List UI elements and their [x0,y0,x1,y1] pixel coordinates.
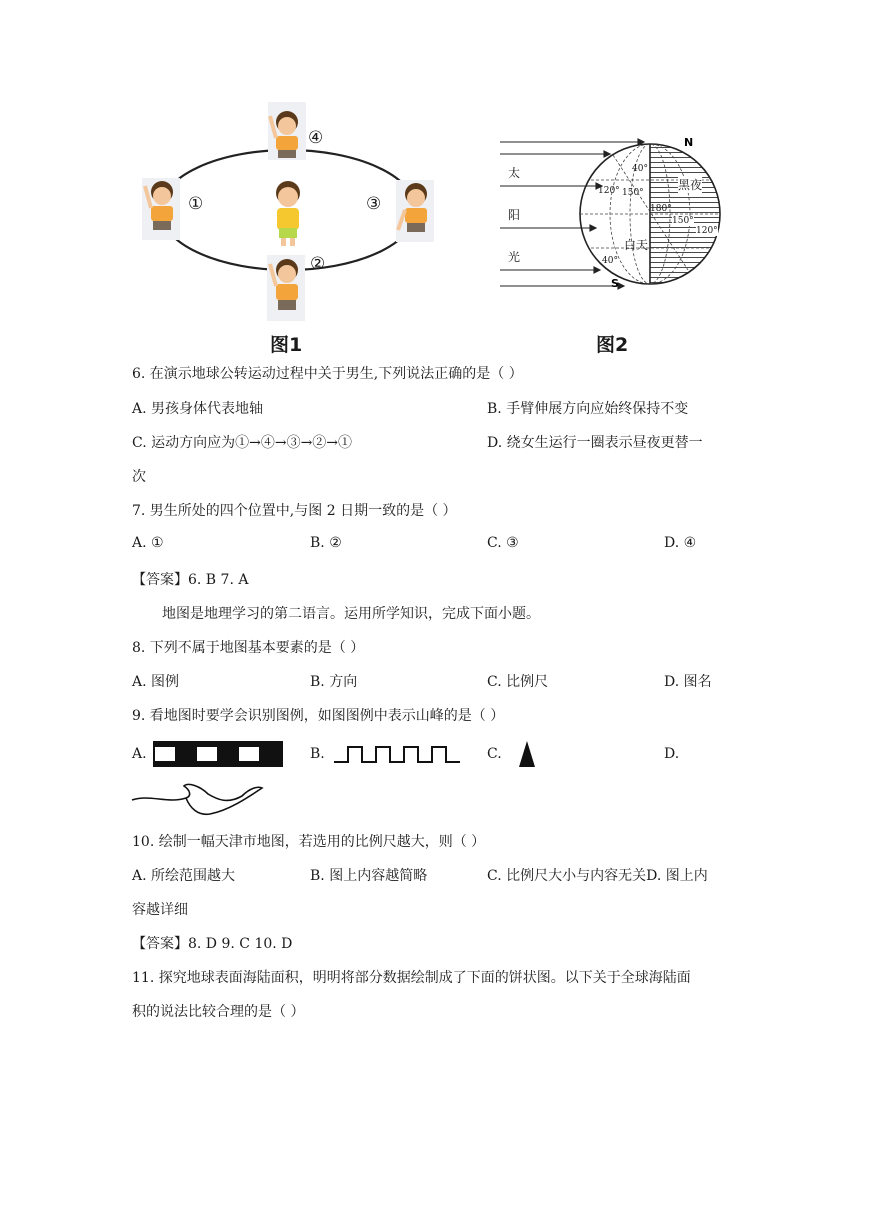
answer-8-10: 【答案】8. D 9. C 10. D [132,936,293,952]
deg-120-night: 120° [696,226,718,236]
peak-symbol [518,741,536,767]
boy-position-2 [267,255,305,321]
pole-south-label: S [611,277,619,290]
q11-stem-cont: 积的说法比较合理的是（ ） [132,1004,305,1020]
q7-stem: 7. 男生所处的四个位置中,与图 2 日期一致的是（ ） [132,503,457,519]
deg-120: 120° [598,186,620,196]
label-position-1: ① [188,194,204,214]
answer-6-7: 【答案】6. B 7. A [132,572,249,588]
q7-option-d: D. ④ [664,535,697,551]
sun-char-3: 光 [508,250,521,264]
boy-position-4 [268,102,306,160]
girl-figure [276,181,300,246]
sun-char-2: 阳 [508,208,521,222]
q8-option-a: A. 图例 [132,674,180,690]
label-position-4: ④ [308,128,324,148]
q10-option-cont: 容越详细 [132,902,188,918]
deg-150: 150° [622,188,644,198]
q6-option-d: D. 绕女生运行一圈表示昼夜更替一 [487,435,703,451]
q9-stem: 9. 看地图时要学会识别图例，如图图例中表示山峰的是（ ） [132,708,505,724]
q11-stem: 11. 探究地球表面海陆面积，明明将部分数据绘制成了下面的饼状图。以下关于全球海陆面 [132,970,691,986]
wall-symbol [334,744,460,766]
night-label: 黑夜 [678,178,703,192]
q8-option-d: D. 图名 [664,674,712,690]
sun-char-1: 太 [508,166,521,180]
boy-position-1 [142,178,180,240]
q10-option-b: B. 图上内容越简略 [310,868,428,884]
figure-2 [498,130,738,298]
q6-option-b: B. 手臂伸展方向应始终保持不变 [487,401,689,417]
q9-option-c: C. [487,746,502,762]
q9-option-d: D. [664,746,680,762]
globe-illustration [498,130,738,298]
deg-150-night: 150° [672,216,694,226]
section-intro: 地图是地理学习的第二语言。运用所学知识，完成下面小题。 [162,606,540,622]
q6-stem: 6. 在演示地球公转运动过程中关于男生,下列说法正确的是（ ） [132,366,523,382]
q7-option-b: B. ② [310,535,342,551]
pole-north-label: N [684,136,694,149]
deg-180: 180° [650,204,672,214]
figure-1-caption: 图1 [270,334,303,356]
q6-option-d-cont: 次 [132,469,146,485]
deg-40-top: 40° [632,164,648,174]
q8-option-c: C. 比例尺 [487,674,549,690]
q10-stem: 10. 绘制一幅天津市地图，若选用的比例尺越大，则（ ） [132,834,486,850]
q8-stem: 8. 下列不属于地图基本要素的是（ ） [132,640,365,656]
q9-option-b: B. [310,746,325,762]
q7-option-c: C. ③ [487,535,519,551]
figure-2-caption: 图2 [596,334,629,356]
q7-option-a: A. ① [132,535,164,551]
q9-option-a: A. [132,746,147,762]
q10-option-c: C. 比例尺大小与内容无关D. 图上内 [487,868,708,884]
figure-1 [140,100,460,325]
label-position-2: ② [310,254,326,274]
q6-option-a: A. 男孩身体代表地轴 [132,401,264,417]
label-position-3: ③ [366,194,382,214]
day-label: 白天 [624,238,649,252]
deg-40-bottom: 40° [602,256,618,266]
q8-option-b: B. 方向 [310,674,358,690]
boy-position-3 [396,180,434,242]
lake-river-symbol [130,780,265,816]
railway-symbol [153,741,283,767]
q6-option-c: C. 运动方向应为①→④→③→②→① [132,435,353,451]
q10-option-a: A. 所绘范围越大 [132,868,236,884]
